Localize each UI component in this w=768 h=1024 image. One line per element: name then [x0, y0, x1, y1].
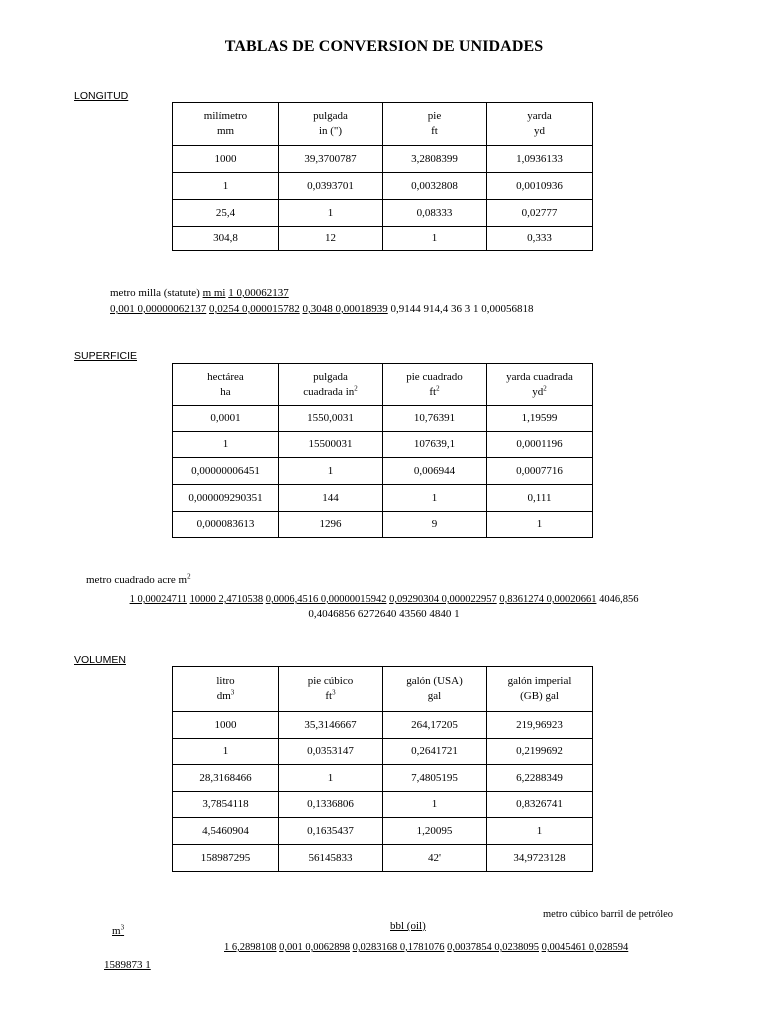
- table-cell: 0,8326741: [487, 792, 593, 818]
- header-unit: gal: [427, 690, 442, 702]
- header-unit: in ("): [318, 125, 343, 137]
- table-cell: 1,0936133: [487, 146, 593, 173]
- table-row: [173, 712, 593, 739]
- table-row: [173, 200, 593, 227]
- header-cell: [487, 103, 593, 146]
- table-cell: 9: [383, 512, 487, 538]
- table-cell: 0,000083613: [173, 512, 279, 538]
- header-name: milímetro: [203, 110, 248, 122]
- table-cell: 304,8: [173, 227, 279, 251]
- table-row: [173, 765, 593, 792]
- note-text: 0,8361274 0,00020661: [499, 594, 597, 605]
- m3-label: $m^3$: [112, 923, 125, 937]
- table-row: [173, 458, 593, 485]
- superficie-note-line3: 0,4046856 6272640 43560 4840 1: [308, 608, 460, 620]
- table-cell: 1: [487, 818, 593, 845]
- table-cell: 0,08333: [383, 200, 487, 227]
- header-cell: [279, 364, 383, 406]
- header-cell: [279, 667, 383, 712]
- table-cell: 0,0001: [173, 406, 279, 432]
- table-cell: 0,1635437: [279, 818, 383, 845]
- superficie-table: [172, 363, 593, 538]
- table-cell: 1: [173, 432, 279, 458]
- table-cell: 1,20095: [383, 818, 487, 845]
- table-cell: 1: [383, 485, 487, 512]
- note-text: 1 0,00024711: [129, 594, 187, 605]
- header-name: pie: [427, 110, 442, 122]
- table-cell: 1000: [173, 146, 279, 173]
- header-name: galón imperial: [507, 675, 572, 687]
- header-name: pie cúbico: [307, 675, 354, 687]
- note-text: 0,001 0,00000062137: [110, 303, 207, 315]
- volumen-note-last: 1589873 1: [104, 959, 151, 971]
- table-cell: 15500031: [279, 432, 383, 458]
- note-text: 4046,856: [596, 594, 639, 605]
- longitud-note-line2: [110, 302, 534, 317]
- table-row: [173, 485, 593, 512]
- table-cell: 0,02777: [487, 200, 593, 227]
- table-cell: 0,00000006451: [173, 458, 279, 485]
- table-row: [173, 406, 593, 432]
- table-row: [173, 227, 593, 251]
- note-text: 0,0045461 0,028594: [541, 942, 629, 953]
- table-header-row: [173, 364, 593, 406]
- header-unit: $ft^3$: [325, 688, 336, 702]
- header-name: yarda: [527, 110, 552, 122]
- table-cell: 1: [279, 765, 383, 792]
- table-cell: 39,3700787: [279, 146, 383, 173]
- note-text: 0,9144 914,4 36 3 1 0,00056818: [387, 303, 534, 315]
- table-cell: 0,0007716: [487, 458, 593, 485]
- header-unit: $dm^3$: [216, 688, 235, 702]
- note-text: 0,09290304 0,000022957: [389, 594, 497, 605]
- header-cell: [383, 103, 487, 146]
- header-unit: mm: [216, 125, 235, 137]
- header-cell: [173, 364, 279, 406]
- table-cell: 264,17205: [383, 712, 487, 739]
- volumen-table: [172, 666, 593, 872]
- note-text: 0,001 0,0062898: [279, 942, 350, 953]
- table-row: [173, 146, 593, 173]
- note-text: 1 6,2898108: [224, 942, 277, 953]
- longitud-table: [172, 102, 593, 251]
- barrel-header: metro cúbico barril de petróleo: [543, 909, 674, 920]
- note-text: 10000 2,4710538: [189, 594, 264, 605]
- table-cell: 1550,0031: [279, 406, 383, 432]
- header-unit: ft: [431, 125, 438, 137]
- note-text: 1 0,00062137: [228, 287, 289, 299]
- table-cell: 0,1336806: [279, 792, 383, 818]
- section-label-volumen: VOLUMEN: [74, 654, 126, 666]
- table-cell: 0,0001196: [487, 432, 593, 458]
- table-cell: 1: [279, 458, 383, 485]
- table-cell: 158987295: [173, 845, 279, 872]
- header-unit: ha: [220, 385, 231, 398]
- note-text: m mi: [202, 287, 226, 299]
- table-cell: 0,0353147: [279, 739, 383, 765]
- header-name: pulgada: [313, 110, 348, 122]
- header-cell: [383, 364, 487, 406]
- table-cell: 6,2288349: [487, 765, 593, 792]
- header-unit: $ft^2$: [429, 383, 440, 398]
- table-cell: 56145833: [279, 845, 383, 872]
- table-row: [173, 432, 593, 458]
- table-cell: 3,2808399: [383, 146, 487, 173]
- table-cell: 25,4: [173, 200, 279, 227]
- header-cell: [487, 667, 593, 712]
- table-cell: 34,9723128: [487, 845, 593, 872]
- table-cell: 35,3146667: [279, 712, 383, 739]
- note-text: 0,3048 0,00018939: [302, 303, 388, 315]
- table-cell: 0,111: [487, 485, 593, 512]
- table-cell: 107639,1: [383, 432, 487, 458]
- header-cell: [173, 667, 279, 712]
- volumen-note-line: [224, 940, 628, 955]
- header-name: litro: [216, 675, 235, 687]
- table-header-row: [173, 667, 593, 712]
- page-title: TABLAS DE CONVERSION DE UNIDADES: [224, 38, 544, 55]
- table-cell: 1000: [173, 712, 279, 739]
- note-superscript: 2: [187, 572, 191, 581]
- table-cell: 12: [279, 227, 383, 251]
- table-cell: 1: [383, 227, 487, 251]
- section-label-longitud: LONGITUD: [74, 90, 129, 102]
- table-cell: 0,006944: [383, 458, 487, 485]
- longitud-note-line1: [110, 286, 289, 301]
- note-text: 0,0254 0,000015782: [209, 303, 300, 315]
- header-unit: yd: [534, 125, 545, 137]
- table-cell: 1: [173, 739, 279, 765]
- header-cell: [383, 667, 487, 712]
- note-text: 0,0006,4516 0,00000015942: [265, 594, 387, 605]
- table-cell: 0,000009290351: [173, 485, 279, 512]
- section-label-superficie: SUPERFICIE: [74, 350, 138, 362]
- table-cell: 1: [487, 512, 593, 538]
- table-cell: 144: [279, 485, 383, 512]
- header-unit: $yd^2$: [532, 383, 547, 398]
- header-cell: [173, 103, 279, 146]
- note-text: 0,0283168 0,1781076: [352, 942, 445, 953]
- table-cell: 0,333: [487, 227, 593, 251]
- table-row: [173, 512, 593, 538]
- table-row: [173, 739, 593, 765]
- note-text: metro cuadrado acre m: [86, 574, 188, 586]
- header-cell: [279, 103, 383, 146]
- table-cell: 0,2199692: [487, 739, 593, 765]
- header-name: galón (USA): [406, 675, 463, 687]
- table-cell: 1: [383, 792, 487, 818]
- table-cell: 0,0393701: [279, 173, 383, 200]
- table-cell: 0,0010936: [487, 173, 593, 200]
- table-cell: 219,96923: [487, 712, 593, 739]
- table-row: [173, 845, 593, 872]
- header-cell: [487, 364, 593, 406]
- table-cell: 28,3168466: [173, 765, 279, 792]
- header-name: yarda cuadrada: [506, 370, 573, 383]
- table-cell: 1: [173, 173, 279, 200]
- header-name: pulgada: [313, 370, 348, 383]
- superficie-note-line2: [0, 592, 768, 607]
- table-cell: 1: [279, 200, 383, 227]
- table-cell: 4,5460904: [173, 818, 279, 845]
- table-row: [173, 792, 593, 818]
- table-cell: 1,19599: [487, 406, 593, 432]
- table-cell: 1296: [279, 512, 383, 538]
- header-unit: cuadrada $in^2$: [303, 383, 358, 398]
- superficie-note-line1: [86, 573, 191, 588]
- table-cell: 42': [383, 845, 487, 872]
- bbl-label: bbl (oil): [390, 920, 426, 932]
- table-cell: 7,4805195: [383, 765, 487, 792]
- table-cell: 10,76391: [383, 406, 487, 432]
- header-unit: (GB) gal: [520, 690, 559, 702]
- header-name: pie cuadrado: [406, 370, 463, 383]
- table-cell: 0,2641721: [383, 739, 487, 765]
- table-cell: 3,7854118: [173, 792, 279, 818]
- table-row: [173, 173, 593, 200]
- note-text: 0,0037854 0,0238095: [447, 942, 539, 953]
- table-cell: 0,0032808: [383, 173, 487, 200]
- header-name: hectárea: [207, 370, 244, 383]
- note-text: metro milla (statute): [110, 287, 203, 299]
- table-header-row: [173, 103, 593, 146]
- table-row: [173, 818, 593, 845]
